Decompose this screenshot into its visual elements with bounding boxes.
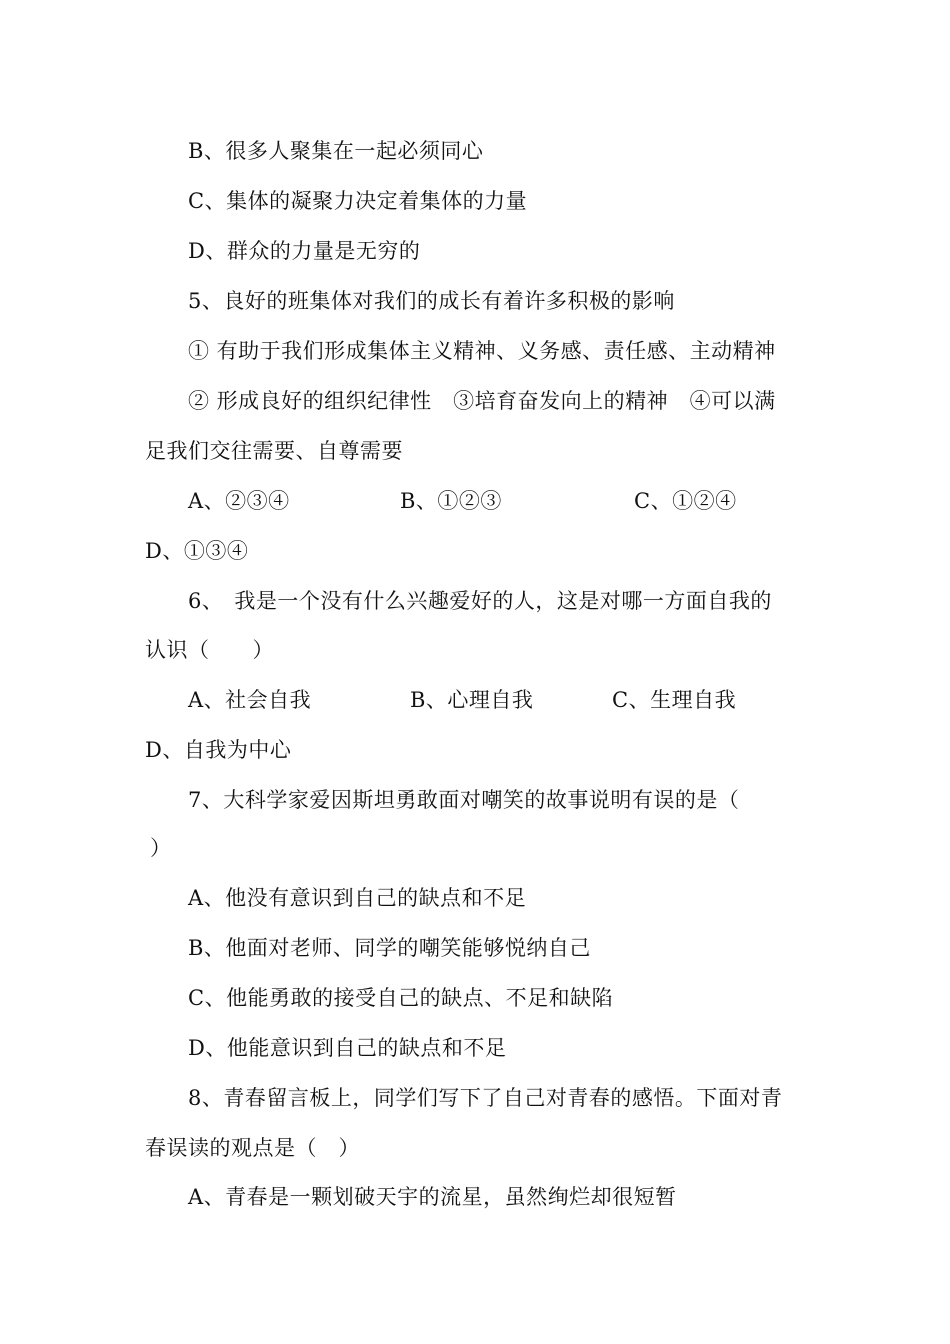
question-6-option-c: C、生理自我 [612,688,737,712]
question-7-option-c: C、他能勇敢的接受自己的缺点、不足和缺陷 [188,986,614,1010]
question-8-stem: 8、青春留言板上，同学们写下了自己对青春的感悟。下面对青 [188,1086,783,1110]
question-6-option-d: D、自我为中心 [145,738,292,762]
question-6-option-a: A、社会自我 [188,688,312,712]
question-7-stem: 7、大科学家爱因斯坦勇敢面对嘲笑的故事说明有误的是（ [188,788,740,812]
question-4-option-c: C、集体的凝聚力决定着集体的力量 [188,189,528,213]
question-8-stem-cont: 春误读的观点是（ ） [145,1136,360,1160]
question-7-option-a: A、他没有意识到自己的缺点和不足 [188,886,527,910]
question-6-stem: 6、 我是一个没有什么兴趣爱好的人，这是对哪一方面自我的 [188,589,772,613]
question-5-statement-1: ① 有助于我们形成集体主义精神、义务感、责任感、主动精神 [188,339,776,363]
question-4-option-b: B、很多人聚集在一起必须同心 [188,139,484,163]
question-4-option-d: D、群众的力量是无穷的 [188,239,421,263]
question-8-option-a: A、青春是一颗划破天宇的流星，虽然绚烂却很短暂 [188,1185,677,1209]
question-7-option-d: D、他能意识到自己的缺点和不足 [188,1036,507,1060]
question-6-stem-cont: 认识（ ） [145,638,274,662]
question-5-option-c: C、①②④ [634,489,737,513]
question-5-statements-2-4: ② 形成良好的组织纪律性 ③培育奋发向上的精神 ④可以满 [188,389,776,413]
question-5-option-b: B、①②③ [400,489,502,513]
question-7-stem-cont: ） [150,836,172,860]
question-6-option-b: B、心理自我 [410,688,534,712]
question-7-option-b: B、他面对老师、同学的嘲笑能够悦纳自己 [188,936,591,960]
question-5-option-a: A、②③④ [188,489,290,513]
question-5-stem: 5、良好的班集体对我们的成长有着许多积极的影响 [188,289,675,313]
question-5-option-d: D、①③④ [145,539,249,563]
question-5-statement-4-cont: 足我们交往需要、自尊需要 [145,439,403,463]
